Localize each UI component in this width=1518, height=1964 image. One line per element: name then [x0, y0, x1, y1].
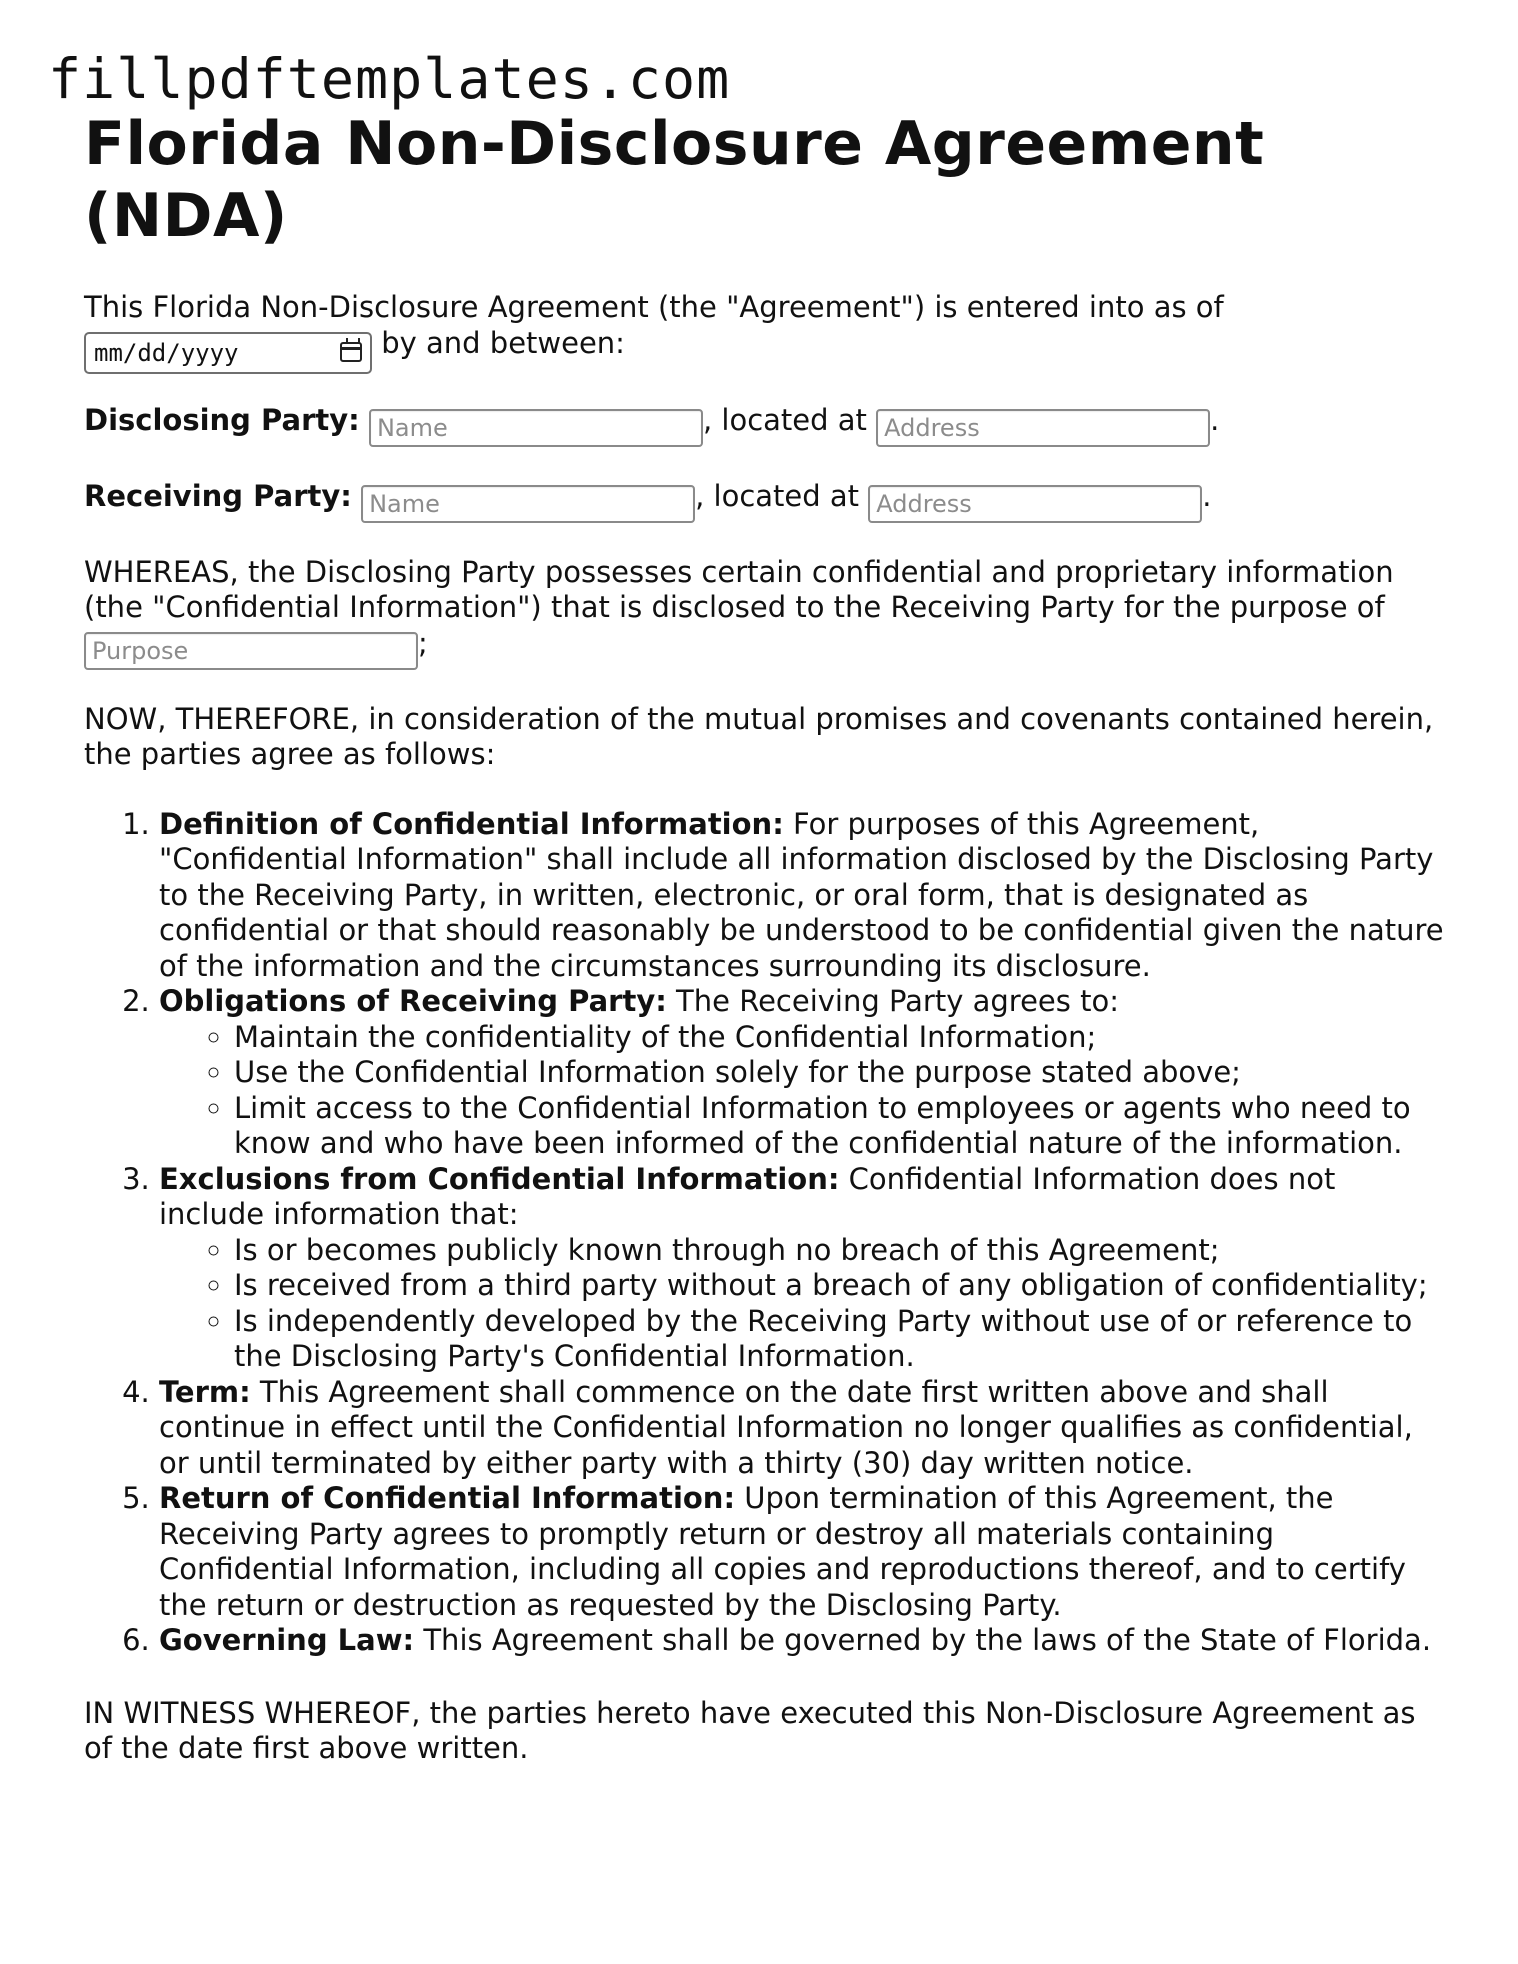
term-text: Confidential Information does not include information that:: [159, 1161, 1336, 1231]
term-text: The Receiving Party agrees to:: [666, 984, 1119, 1018]
disclosing-party-line: [84, 403, 1444, 447]
term-heading: Return of Confidential Information:: [159, 1481, 736, 1515]
sublist-item: ◦ Is or becomes publicly known through no breach of this Agreement;: [234, 1233, 1444, 1269]
disclosing-party-label: Disclosing Party:: [84, 402, 360, 437]
term-item: [159, 807, 1444, 985]
intro-paragraph: [84, 290, 1444, 374]
whereas-end: ;: [418, 625, 428, 660]
disclosing-party-address-input[interactable]: [876, 409, 1210, 447]
whereas-text: WHEREAS, the Disclosing Party possesses certain confidential and proprietary information (the "Confidential Information") that is disclosed to the Receiving Party for the purpose of: [84, 554, 1394, 624]
disclosing-party-name-input[interactable]: [369, 409, 703, 447]
term-text: Upon termination of this Agreement, the Receiving Party agrees to promptly return or destroy all materials containing Confidential Information, including all copies and reproductions thereof, and to certify the return or destruction as requested by the Disclosing Party.: [159, 1481, 1406, 1622]
term-item: [159, 1162, 1444, 1375]
date-placeholder: mm/dd/yyyy: [94, 338, 239, 367]
page-title: Florida Non-Disclosure Agreement (NDA): [84, 109, 1265, 251]
receiving-party-line: [84, 479, 1444, 523]
receiving-line-end: .: [1202, 478, 1212, 513]
term-heading: Exclusions from Confidential Information:: [159, 1161, 840, 1196]
exclusions-sublist: [159, 1233, 1444, 1375]
whereas-paragraph: [84, 555, 1444, 670]
disclosing-located-at: , located at: [702, 402, 867, 437]
witness-paragraph: IN WITNESS WHEREOF, the parties hereto have executed this Non-Disclosure Agreement as of the date first above written.: [84, 1695, 1416, 1765]
receiving-party-name-input[interactable]: [361, 485, 695, 523]
intro-text: This Florida Non-Disclosure Agreement (the "Agreement") is entered into as of: [84, 290, 1224, 324]
receiving-located-at: , located at: [695, 478, 860, 513]
term-text: For purposes of this Agreement, "Confidential Information" shall include all information disclosed by the Disclosing Party to the Receiving Party, in written, electronic, or oral form, that is designated as confidential or that should reasonably be understood to be confidential given the nature of the information and the circumstances surrounding its disclosure.: [159, 806, 1444, 983]
sublist-item: ◦ Maintain the confidentiality of the Confidential Information;: [234, 1020, 1444, 1056]
disclosing-line-end: .: [1210, 402, 1220, 437]
term-item: [159, 1623, 1444, 1659]
sublist-item: ◦ Limit access to the Confidential Information to employees or agents who need to know and who have been informed of the confidential nature of the information.: [234, 1091, 1444, 1162]
receiving-party-label: Receiving Party:: [84, 478, 352, 513]
term-heading: Obligations of Receiving Party:: [159, 984, 667, 1018]
sublist-item: ◦ Is independently developed by the Receiving Party without use of or reference to the Disclosing Party's Confidential Information.: [234, 1304, 1444, 1375]
term-heading: Term:: [159, 1374, 251, 1409]
obligations-sublist: [159, 1020, 1444, 1162]
agreement-date-input[interactable]: [84, 332, 372, 374]
document-body: [84, 108, 1444, 1767]
term-item: [159, 984, 1444, 1162]
term-heading: Definition of Confidential Information:: [159, 806, 784, 841]
sublist-item: ◦ Use the Confidential Information solely for the purpose stated above;: [234, 1055, 1444, 1091]
intro-by-between: by and between:: [381, 325, 625, 360]
term-text: This Agreement shall be governed by the laws of the State of Florida.: [414, 1623, 1432, 1657]
term-item: [159, 1375, 1444, 1482]
calendar-icon[interactable]: [340, 342, 362, 362]
site-watermark: fillpdftemplates.com: [48, 47, 731, 111]
now-therefore-paragraph: NOW, THEREFORE, in consideration of the mutual promises and covenants contained herein, the parties agree as follows:: [84, 701, 1434, 771]
term-text: This Agreement shall commence on the date first written above and shall continue in effect until the Confidential Information no longer qualifies as confidential, or until terminated by either party with a thirty (30) day written notice.: [159, 1374, 1413, 1480]
term-item: [159, 1481, 1444, 1623]
terms-list: [84, 807, 1444, 1659]
purpose-input[interactable]: [84, 632, 418, 670]
term-heading: Governing Law:: [159, 1623, 415, 1657]
receiving-party-address-input[interactable]: [868, 485, 1202, 523]
sublist-item: ◦ Is received from a third party without a breach of any obligation of confidentiality;: [234, 1268, 1444, 1304]
